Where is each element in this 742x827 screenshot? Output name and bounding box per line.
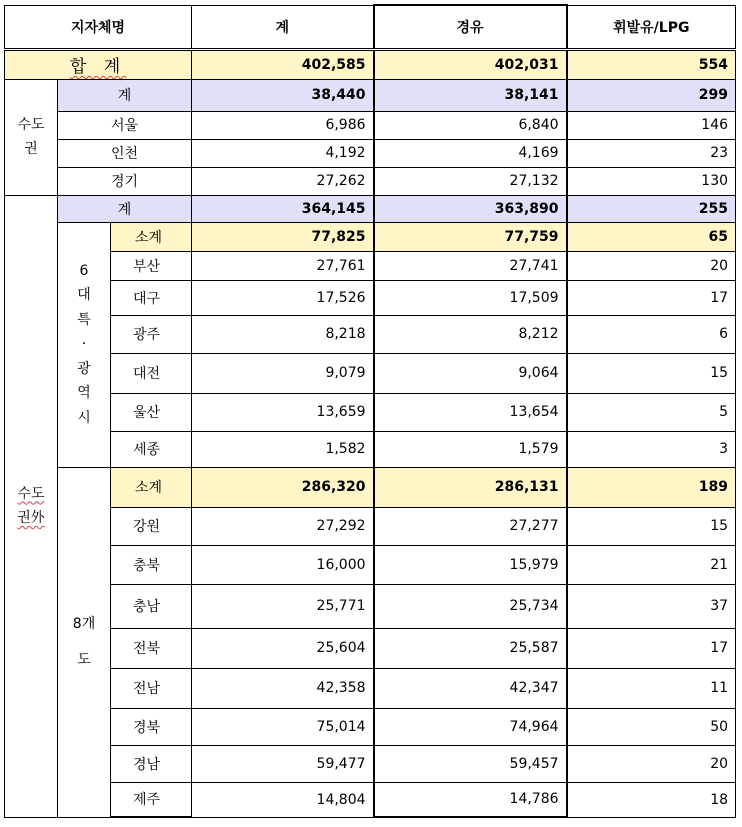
row-diesel: 14,786	[374, 782, 567, 817]
table-row	[5, 315, 736, 353]
row-name: 경기	[58, 167, 192, 195]
row-diesel: 59,457	[374, 745, 567, 782]
row-name: 충남	[111, 584, 192, 628]
metro-subtotal-label: 소계	[111, 222, 192, 251]
row-total: 8,218	[192, 315, 374, 353]
row-gasoline-lpg: 37	[567, 584, 736, 628]
row-total: 75,014	[192, 708, 374, 745]
row-gasoline-lpg: 20	[567, 251, 736, 280]
row-name: 세종	[111, 431, 192, 467]
table-row	[5, 708, 736, 745]
row-diesel: 27,132	[374, 167, 567, 195]
row-gasoline-lpg: 18	[567, 782, 736, 817]
row-diesel: 27,741	[374, 251, 567, 280]
row-name: 충북	[111, 545, 192, 584]
row-gasoline-lpg: 20	[567, 745, 736, 782]
table-row	[5, 167, 736, 195]
row-diesel: 17,509	[374, 280, 567, 315]
non-capital-group-label: 수도 권外	[5, 195, 58, 817]
metro-subtotal-diesel: 77,759	[374, 222, 567, 251]
non-capital-subtotal-row	[5, 195, 736, 222]
row-gasoline-lpg: 15	[567, 507, 736, 545]
grand-total-label: 합 계	[5, 49, 192, 79]
table-row	[5, 782, 736, 817]
capital-subtotal-diesel: 38,141	[374, 79, 567, 111]
non-capital-subtotal-diesel: 363,890	[374, 195, 567, 222]
header-region: 지자체명	[5, 5, 192, 49]
row-gasoline-lpg: 17	[567, 280, 736, 315]
row-diesel: 25,587	[374, 628, 567, 668]
row-total: 1,582	[192, 431, 374, 467]
table-row	[5, 507, 736, 545]
metro-subtotal-row	[5, 222, 736, 251]
row-total: 25,771	[192, 584, 374, 628]
table-row	[5, 251, 736, 280]
row-gasoline-lpg: 3	[567, 431, 736, 467]
row-name: 전남	[111, 668, 192, 708]
grand-total-gasoline-lpg: 554	[567, 49, 736, 79]
row-diesel: 6,840	[374, 111, 567, 139]
row-diesel: 13,654	[374, 393, 567, 431]
capital-subtotal-total: 38,440	[192, 79, 374, 111]
row-total: 27,262	[192, 167, 374, 195]
row-total: 27,292	[192, 507, 374, 545]
table-row	[5, 139, 736, 167]
row-name: 대구	[111, 280, 192, 315]
capital-subtotal-label: 계	[58, 79, 192, 111]
provinces-group-label: 8개 도	[58, 467, 111, 817]
table-row	[5, 353, 736, 393]
grand-total-row	[5, 49, 736, 79]
row-total: 42,358	[192, 668, 374, 708]
capital-subtotal-row	[5, 79, 736, 111]
row-diesel: 74,964	[374, 708, 567, 745]
row-gasoline-lpg: 23	[567, 139, 736, 167]
row-diesel: 27,277	[374, 507, 567, 545]
metro-group-label: 6 대 특 · 광 역 시	[58, 222, 111, 467]
metro-subtotal-total: 77,825	[192, 222, 374, 251]
table-row	[5, 280, 736, 315]
row-gasoline-lpg: 50	[567, 708, 736, 745]
row-name: 대전	[111, 353, 192, 393]
row-diesel: 1,579	[374, 431, 567, 467]
row-total: 14,804	[192, 782, 374, 817]
row-total: 25,604	[192, 628, 374, 668]
row-gasoline-lpg: 15	[567, 353, 736, 393]
provinces-subtotal-gasoline-lpg: 189	[567, 467, 736, 507]
capital-subtotal-gasoline-lpg: 299	[567, 79, 736, 111]
table-row	[5, 393, 736, 431]
grand-total-diesel: 402,031	[374, 49, 567, 79]
row-gasoline-lpg: 146	[567, 111, 736, 139]
row-total: 4,192	[192, 139, 374, 167]
row-name: 전북	[111, 628, 192, 668]
grand-total-total: 402,585	[192, 49, 374, 79]
row-diesel: 9,064	[374, 353, 567, 393]
row-name: 제주	[111, 782, 192, 817]
row-diesel: 42,347	[374, 668, 567, 708]
table-row	[5, 628, 736, 668]
row-name: 인천	[58, 139, 192, 167]
row-gasoline-lpg: 130	[567, 167, 736, 195]
row-total: 16,000	[192, 545, 374, 584]
row-gasoline-lpg: 21	[567, 545, 736, 584]
table-row	[5, 745, 736, 782]
row-diesel: 15,979	[374, 545, 567, 584]
row-total: 27,761	[192, 251, 374, 280]
row-gasoline-lpg: 17	[567, 628, 736, 668]
row-total: 59,477	[192, 745, 374, 782]
header-gasoline-lpg: 휘발유/LPG	[567, 5, 736, 49]
row-name: 강원	[111, 507, 192, 545]
metro-subtotal-gasoline-lpg: 65	[567, 222, 736, 251]
row-total: 13,659	[192, 393, 374, 431]
table-row	[5, 431, 736, 467]
row-name: 부산	[111, 251, 192, 280]
row-gasoline-lpg: 5	[567, 393, 736, 431]
row-name: 광주	[111, 315, 192, 353]
provinces-subtotal-label: 소계	[111, 467, 192, 507]
non-capital-subtotal-total: 364,145	[192, 195, 374, 222]
row-diesel: 25,734	[374, 584, 567, 628]
table-row	[5, 584, 736, 628]
row-gasoline-lpg: 11	[567, 668, 736, 708]
capital-group-label: 수도 권	[5, 79, 58, 195]
row-total: 17,526	[192, 280, 374, 315]
table-row	[5, 668, 736, 708]
header-total: 계	[192, 5, 374, 49]
table-row	[5, 545, 736, 584]
non-capital-subtotal-label: 계	[58, 195, 192, 222]
row-name: 경북	[111, 708, 192, 745]
non-capital-subtotal-gasoline-lpg: 255	[567, 195, 736, 222]
provinces-subtotal-diesel: 286,131	[374, 467, 567, 507]
provinces-subtotal-row	[5, 467, 736, 507]
row-diesel: 8,212	[374, 315, 567, 353]
row-total: 9,079	[192, 353, 374, 393]
emission-table	[4, 4, 736, 818]
row-diesel: 4,169	[374, 139, 567, 167]
table-row	[5, 111, 736, 139]
row-name: 경남	[111, 745, 192, 782]
header-diesel: 경유	[374, 5, 567, 49]
row-gasoline-lpg: 6	[567, 315, 736, 353]
provinces-subtotal-total: 286,320	[192, 467, 374, 507]
row-name: 서울	[58, 111, 192, 139]
row-name: 울산	[111, 393, 192, 431]
row-total: 6,986	[192, 111, 374, 139]
